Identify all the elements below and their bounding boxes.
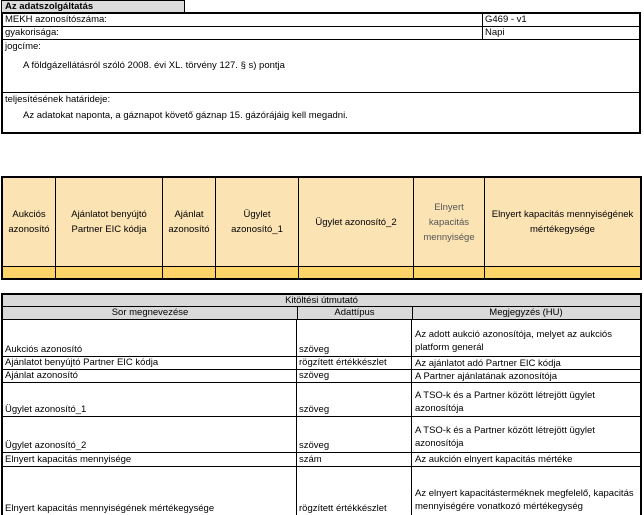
input-cell[interactable]	[299, 266, 414, 278]
jogcim-label: jogcíme:	[5, 41, 41, 52]
table-row-note: Az ajánlatot adó Partner EIC kódja	[412, 357, 640, 370]
table-row-type: szöveg	[297, 370, 412, 383]
header-note: Megjegyzés (HU)	[489, 307, 563, 318]
field-value: Napi	[485, 27, 505, 38]
table-row-name: Ügylet azonosító_1	[3, 383, 297, 417]
hatarido-label: teljesítésének határideje:	[5, 94, 111, 105]
column-header: Ajánlat azonosító	[163, 178, 216, 266]
table-row-note: Az aukción elnyert kapacitás mértéke	[412, 453, 640, 467]
column-header: Ügylet azonosító_2	[299, 178, 414, 266]
table-row-type: szöveg	[297, 383, 412, 417]
table-row-type: rögzített értékkészlet	[297, 357, 412, 370]
table-row-type: rögzített értékkészlet	[297, 467, 412, 515]
instructions-table	[1, 293, 642, 515]
instructions-title: Kitöltési útmutató	[3, 295, 640, 307]
hatarido-value: Az adatokat naponta, a gáznapot követő gáznap 15. gázórájáig kell megadni.	[23, 110, 348, 121]
table-row-name: Ajánlat azonosító	[3, 370, 297, 383]
header-name: Sor megnevezése	[111, 307, 189, 318]
input-cell[interactable]	[56, 266, 163, 278]
table-row-name: Elnyert kapacitás mennyiségének mértékegysége	[3, 467, 297, 515]
table-row-name: Ügylet azonosító_2	[3, 417, 297, 453]
column-header: Aukciós azonosító	[3, 178, 56, 266]
table-row-note: A TSO-k és a Partner között létrejött ügylet azonosítója	[412, 417, 640, 453]
info-box	[1, 12, 641, 134]
table-row-note: A TSO-k és a Partner között létrejött ügylet azonosítója	[412, 383, 640, 417]
header-type: Adattípus	[334, 307, 375, 318]
section-title: Az adatszolgáltatás	[1, 0, 185, 12]
field-label: gyakorisága:	[5, 27, 59, 38]
input-cell[interactable]	[216, 266, 299, 278]
data-entry-table	[1, 176, 642, 280]
input-cell[interactable]	[485, 266, 640, 278]
table-row-note: Az adott aukció azonosítója, melyet az aukciós platform generál	[412, 320, 640, 357]
input-cell[interactable]	[414, 266, 485, 278]
field-value: G469 - v1	[485, 14, 527, 25]
table-row-name: Elnyert kapacitás mennyisége	[3, 453, 297, 467]
table-row-type: szám	[297, 453, 412, 467]
input-cell[interactable]	[3, 266, 56, 278]
table-row-name: Ajánlatot benyújtó Partner EIC kódja	[3, 357, 297, 370]
column-header: Ügylet azonosító_1	[216, 178, 299, 266]
jogcim-value: A földgázellátásról szóló 2008. évi XL. törvény 127. § s) pontja	[23, 60, 285, 71]
table-row-type: szöveg	[297, 417, 412, 453]
column-header: Elnyert kapacitás mennyiségének mértékegysége	[491, 209, 634, 235]
instructions-header-row	[3, 307, 640, 320]
table-row-type: szöveg	[297, 320, 412, 357]
column-header: Ajánlatot benyújtó Partner EIC kódja	[56, 178, 163, 266]
field-label: MEKH azonosítószáma:	[5, 14, 107, 25]
table-row-name: Aukciós azonosító	[3, 320, 297, 357]
table-row-note: Az elnyert kapacitásterméknek megfelelő, kapacitás mennyiségére vonatkozó mértékegység	[415, 488, 634, 512]
input-cell[interactable]	[163, 266, 216, 278]
table-row-note: A Partner ajánlatának azonosítója	[412, 370, 640, 383]
column-header: Elnyert kapacitás mennyisége	[414, 178, 485, 266]
